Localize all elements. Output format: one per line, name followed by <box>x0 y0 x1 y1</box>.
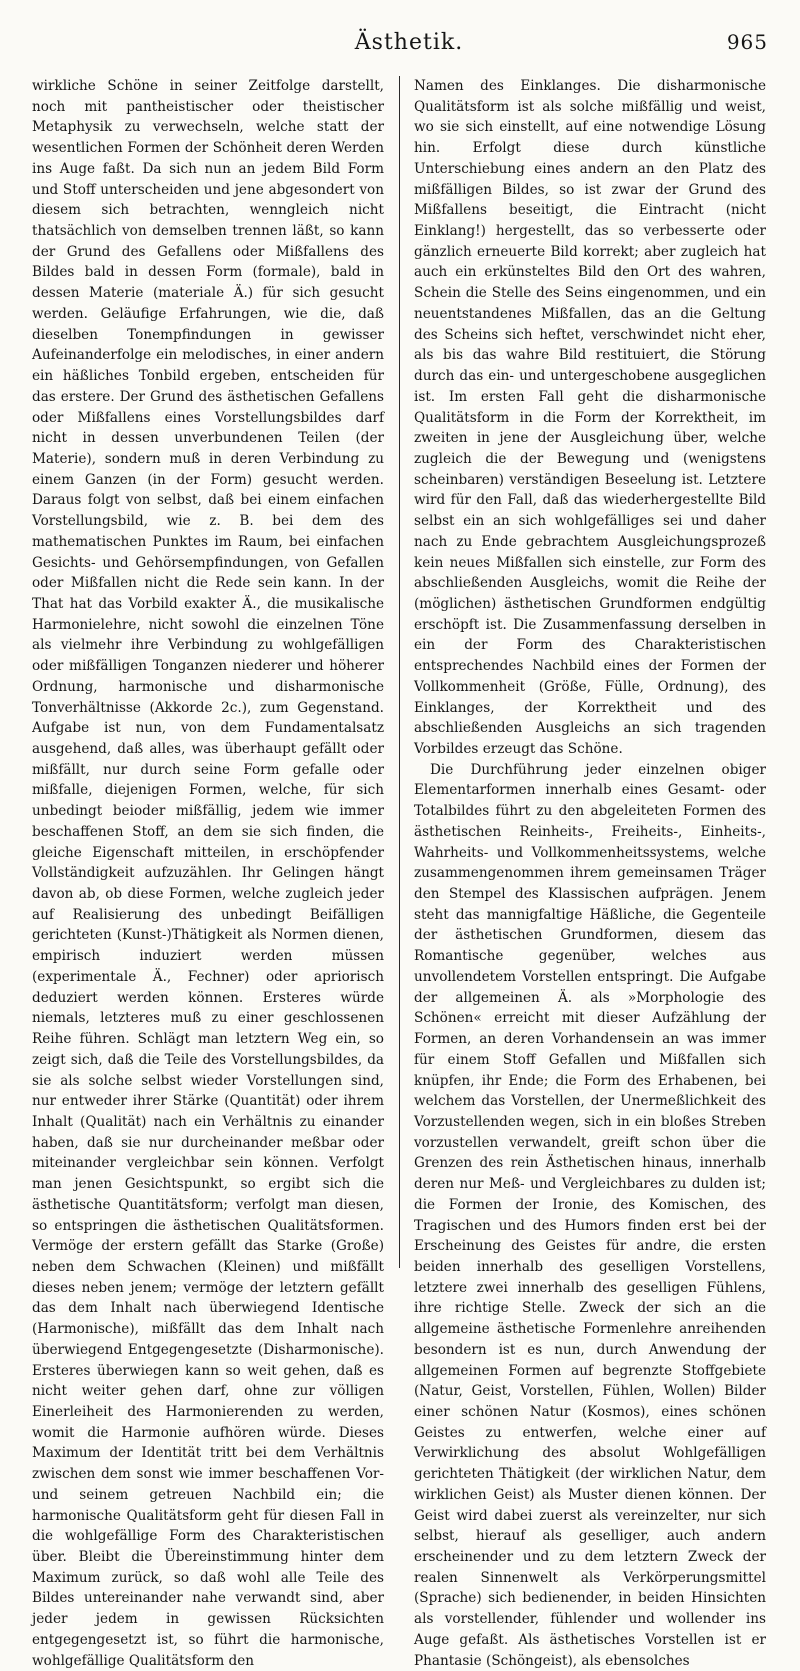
page-header <box>50 30 768 64</box>
right-paragraph-2: Die Durchführung jeder einzelnen obiger Elementarformen innerhalb eines Gesamt- oder Totalbildes führt zu den abgeleiteten Formen des ästhetischen Reinheits-, Freiheits-, Einheits-, Wahrheits- und Vollkommenheitssystems, welche zusammengenommen ihrem gemeinsamen Träger den Stempel des Klassischen aufprägen. Jenem steht das mannigfaltige Häßliche, die Gegenteile der ästhetischen Grundformen, diesem das Romantische gegenüber, welches aus unvollendetem Vorstellen entspringt. Die Aufgabe der allgemeinen Ä. als »Morphologie des Schönen« erreicht mit dieser Aufzählung der Formen, an deren Vorhandensein an was immer für einem Stoff Gefallen und Mißfallen sich knüpfen, ihr Ende; die Form des Erhabenen, bei welchem das Vorstellen, der Unermeßlichkeit des Vorzustellenden wegen, sich in ein bloßes Streben vorzustellen verwandelt, greift schon über die Grenzen des rein Ästhetischen hinaus, innerhalb deren nur Meß- und Vergleichbares zu dulden ist; die Formen der Ironie, des Komischen, des Tragischen und des Humors finden erst bei der Erscheinung des Geistes für andre, die ersten beiden innerhalb des geselligen Vorstellens, letztere zwei innerhalb des geselligen Fühlens, ihre richtige Stelle. Zweck der sich an die allgemeine ästhetische Formenlehre anreihenden besondern ist es nun, durch Anwendung der allgemeinen Formen auf begrenzte Stoffgebiete (Natur, Geist, Vorstellen, Fühlen, Wollen) Bilder einer schönen Natur (Kosmos), eines schönen Geistes zu entwerfen, welche einer auf Verwirklichung des absolut Wohlgefälligen gerichteten Thätigkeit (der wirklichen Natur, dem wirklichen Geist) als Muster dienen können. Der Geist wird dabei zuerst als vereinzelter, nur sich selbst, hierauf als geselliger, auch andern erscheinender und zu dem letztern Zweck der realen Sinnenwelt als Verkörperungsmittel (Sprache) sich bedienender, in beiden Hinsichten als vorstellender, fühlender und wollender ins Auge gefaßt. Als ästhetisches Vorstellen ist er Phantasie (Schöngeist), als ebensolches <box>414 761 766 1669</box>
running-head: Ästhetik. <box>354 30 464 55</box>
page-number: 965 <box>726 30 768 54</box>
left-paragraph-1: wirkliche Schöne in seiner Zeitfolge darstellt, noch mit pantheistischer oder theistischer Metaphysik zu verwechseln, welche statt der wesentlichen Formen der Schönheit deren Werden ins Auge faßt. Da sich nun an jedem Bild Form und Stoff unterscheiden und jene abgesondert von diesem sich betrachten, wenngleich nicht thatsächlich von demselben trennen läßt, so kann der Grund des Gefallens oder Mißfallens des Bildes bald in dessen Form (formale), bald in dessen Materie (materiale Ä.) für sich gesucht werden. Geläufige Erfahrungen, wie die, daß dieselben Tonempfindungen in gewisser Aufeinanderfolge ein melodisches, in einer andern ein häßliches Tonbild ergeben, entscheiden für das erstere. Der Grund des ästhetischen Gefallens oder Mißfallens eines Vorstellungsbildes darf nicht in dessen unverbundenen Teilen (der Materie), sondern muß in deren Verbindung zu einem Ganzen (in der Form) gesucht werden. Daraus folgt von selbst, daß bei einem einfachen Vorstellungsbild, wie z. B. bei dem des mathematischen Punktes im Raum, bei einfachen Gesichts- und Gehörsempfindungen, von Gefallen oder Mißfallen nicht die Rede sein kann. In der That hat das Vorbild exakter Ä., die musikalische Harmonielehre, nicht sowohl die einzelnen Töne als vielmehr ihre Verbindung zu wohlgefälligen oder mißfälligen Tonganzen niederer und höherer Ordnung, harmonische und disharmonische Tonverhältnisse (Akkorde 2c.), zum Gegenstand. Aufgabe ist nun, von dem Fundamentalsatz ausgehend, daß alles, was überhaupt gefällt oder mißfällt, nur durch seine Form gefalle oder mißfalle, diejenigen Formen, welche, für sich unbedingt beioder mißfällig, jedem wie immer beschaffenen Stoff, an dem sie sich finden, die gleiche Eigenschaft mitteilen, in erschöpfender Vollständigkeit aufzuzählen. Ihr Gelingen hängt davon ab, ob diese Formen, welche zugleich jeder auf Realisierung des unbedingt Beifälligen gerichteten (Kunst-)Thätigkeit als Normen dienen, empirisch induziert werden müssen (experimentale Ä., Fechner) oder apriorisch deduziert werden können. Ersteres würde niemals, letzteres muß zu einer geschlossenen Reihe führen. Schlägt man letztern Weg ein, so zeigt sich, daß die Teile des Vorstellungsbildes, da sie als solche selbst wieder Vorstellungen sind, nur entweder ihrer Stärke (Quantität) oder ihrem Inhalt (Qualität) nach ein Verhältnis zu einander haben, daß sie nur durcheinander meßbar oder miteinander vergleichbar sein können. Verfolgt man jenen Gesichtspunkt, so ergibt sich die ästhetische Quantitätsform; verfolgt man diesen, so entspringen die ästhetischen Qualitätsformen. Vermöge der erstern gefällt das Starke (Große) neben dem Schwachen (Kleinen) und mißfällt dieses neben jenem; vermöge der letztern gefällt das dem Inhalt nach überwiegend Identische (Harmonische), mißfällt das dem Inhalt nach überwiegend Entgegengesetzte (Disharmonische). Ersteres überwiegen kann so weit gehen, daß es nicht weiter gehen darf, ohne zur völligen Einerleiheit des Harmonierenden zu werden, womit die Harmonie aufhören würde. Dieses Maximum der Identität tritt bei dem Verhältnis zwischen dem sonst wie immer beschaffenen Vor- und seinem getreuen Nachbild ein; die harmonische Qualitätsform geht für diesen Fall in die wohlgefällige Form des Charakteristischen über. Bleibt die Übereinstimmung hinter dem Maximum zurück, so daß wohl alle Teile des Bildes untereinander nahe verwandt sind, aber jeder jedem in gewissen Rücksichten entgegengesetzt ist, so führt die harmonische, wohlgefällige Qualitätsform den <box>32 78 384 1669</box>
column-divider <box>399 76 400 1268</box>
right-column <box>414 76 766 1669</box>
left-column <box>32 76 384 1669</box>
right-paragraph-1: Namen des Einklanges. Die disharmonische Qualitätsform ist als solche mißfällig und weist, wo sie sich einstellt, auf eine notwendige Lösung hin. Erfolgt diese durch künstliche Unterschiebung eines andern an den Platz des mißfälligen Bildes, so ist zwar der Grund des Mißfallens beseitigt, die Eintracht (nicht Einklang!) hergestellt, das so verbesserte oder gänzlich erneuerte Bild korrekt; aber zugleich hat auch ein erkünsteltes Bild den Ort des wahren, Schein die Stelle des Seins eingenommen, und ein neuentstandenes Mißfallen, das an die Geltung des Scheins sich heftet, verschwindet nicht eher, als bis das wahre Bild restituiert, die Störung durch das ein- und untergeschobene ausgeglichen ist. Im ersten Fall geht die disharmonische Qualitätsform in die Form der Korrektheit, im zweiten in jene der Ausgleichung über, welche zugleich die der Bewegung und (wenigstens scheinbaren) verständigen Beseelung ist. Letztere wird für den Fall, daß das wiederhergestellte Bild selbst ein an sich wohlgefälliges sei und daher nach zu Ende gebrachtem Ausgleichungsprozeß kein neues Mißfallen sich einstelle, zur Form des abschließenden Ausgleichs, womit die Reihe der (möglichen) ästhetischen Grundformen endgültig erschöpft ist. Die Zusammenfassung derselben in ein der Form des Charakteristischen entsprechendes Nachbild eines der Formen der Vollkommenheit (Größe, Fülle, Ordnung), des Einklanges, der Korrektheit und des abschließenden Ausgleichs an sich tragenden Vorbildes erzeugt das Schöne. <box>414 78 766 757</box>
